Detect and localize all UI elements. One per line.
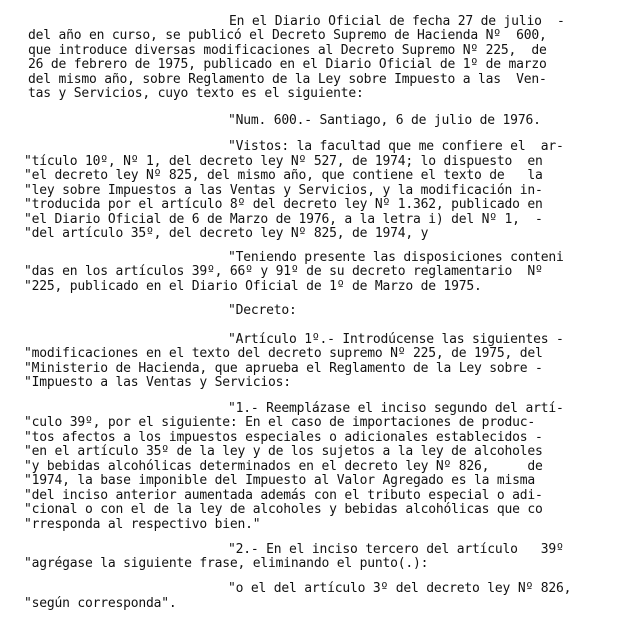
intro-line: del año en curso, se publicó el Decreto Supremo de Hacienda Nº 600, <box>28 28 547 43</box>
teniendo-line: "225, publicado en el Diario Oficial de 1º de Marzo de 1975. <box>24 279 482 294</box>
articulo-line: "Artículo 1º.- Introdúcense las siguientes - <box>228 332 564 347</box>
quote-line: "según corresponda". <box>24 596 177 611</box>
articulo-line: "Ministerio de Hacienda, que aprueba el Reglamento de la Ley sobre - <box>24 361 543 376</box>
item1-line: "tos afectos a los impuestos especiales o adicionales establecidos - <box>24 430 543 445</box>
vistos-line: "el decreto ley Nº 825, del mismo año, que contiene el texto de la <box>24 168 543 183</box>
vistos-line: "el Diario Oficial de 6 de Marzo de 1976, a la letra i) del Nº 1, - <box>24 212 543 227</box>
decree-number-line: "Num. 600.- Santiago, 6 de julio de 1976. <box>228 113 541 128</box>
intro-line: tas y Servicios, cuyo texto es el siguiente: <box>28 86 364 101</box>
articulo-line: "modificaciones en el texto del decreto supremo Nº 225, de 1975, del <box>24 346 543 361</box>
item1-line: "y bebidas alcohólicas determinados en el decreto ley Nº 826, de <box>24 459 543 474</box>
intro-line: En el Diario Oficial de fecha 27 de julio - <box>229 14 565 29</box>
teniendo-line: "Teniendo presente las disposiciones conteni <box>228 250 564 265</box>
item1-line: "culo 39º, por el siguiente: En el caso de importaciones de produc- <box>24 415 535 430</box>
vistos-line: "tículo 10º, Nº 1, del decreto ley Nº 527, de 1974; lo dispuesto en <box>24 154 543 169</box>
item2-line: "agrégase la siguiente frase, eliminando el punto(.): <box>24 556 429 571</box>
quote-line: "o el del artículo 3º del decreto ley Nº 826, <box>228 581 572 596</box>
vistos-line: "Vistos: la facultad que me confiere el ar- <box>228 139 564 154</box>
intro-line: que introduce diversas modificaciones al Decreto Supremo Nº 225, de <box>28 43 547 58</box>
intro-line: del mismo año, sobre Reglamento de la Ley sobre Impuesto a las Ven- <box>28 72 547 87</box>
item1-line: "1974, la base imponible del Impuesto al Valor Agregado es la misma <box>24 473 535 488</box>
item1-line: "1.- Reemplázase el inciso segundo del artí- <box>228 401 564 416</box>
teniendo-line: "das en los artículos 39º, 66º y 91º de su decreto reglamentario Nº <box>24 264 543 279</box>
item1-line: "en el artículo 35º de la ley y de los sujetos a la ley de alcoholes <box>24 444 543 459</box>
item1-line: "cional o con el de la ley de alcoholes y bebidas alcohólicas que co <box>24 502 543 517</box>
item2-line: "2.- En el inciso tercero del artículo 39º <box>228 542 564 557</box>
intro-line: 26 de febrero de 1975, publicado en el Diario Oficial de 1º de marzo <box>28 57 547 72</box>
item1-line: "del inciso anterior aumentada además con el tributo especial o adi- <box>24 488 543 503</box>
articulo-line: "Impuesto a las Ventas y Servicios: <box>24 375 291 390</box>
vistos-line: "troducida por el artículo 8º del decreto ley Nº 1.362, publicado en <box>24 197 543 212</box>
item1-line: "rresponda al respectivo bien." <box>24 517 261 532</box>
vistos-line: "del artículo 35º, del decreto ley Nº 825, de 1974, y <box>24 226 429 241</box>
vistos-line: "ley sobre Impuestos a las Ventas y Servicios, y la modificación in- <box>24 183 543 198</box>
decreto-heading: "Decreto: <box>228 303 297 318</box>
